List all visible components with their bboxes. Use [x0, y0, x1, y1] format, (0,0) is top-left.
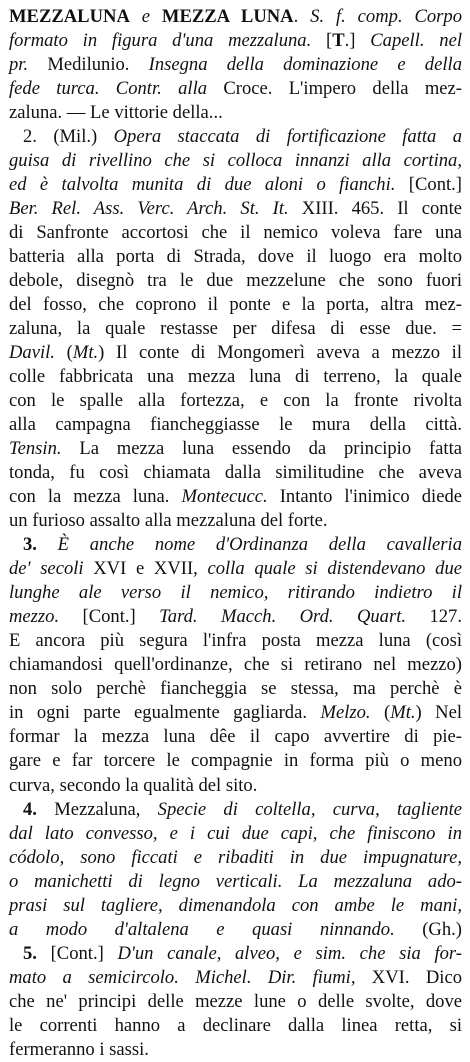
text-line [9, 341, 462, 365]
text-run: alla campagna fiancheggiasse le mura della città. [9, 414, 462, 436]
text-run: La mezza luna essendo da principio fatta [61, 438, 462, 460]
text-line [9, 29, 462, 53]
text-run: [Cont.] [50, 942, 118, 964]
text-line [9, 749, 462, 773]
text-run: tonda, fu così chiamata dalla similitudine che aveva [9, 462, 462, 484]
text-line [9, 509, 462, 533]
text-run: Opera staccata di fortificazione fatta a [113, 126, 462, 148]
text-run: formar la mezza luna dêe il capo avvertire di pie- [9, 726, 462, 748]
text-line [9, 701, 462, 725]
text-run: zaluna. — Le vittorie della... [9, 102, 223, 124]
text-run: fede turca. Contr. alla [9, 78, 208, 100]
text-run: [ [311, 30, 333, 52]
text-run: E ancora più segura l'infra posta mezza luna (così [9, 630, 462, 652]
text-run: MEZZALUNA [9, 6, 130, 27]
text-line [9, 269, 462, 293]
text-run: .] [344, 30, 371, 52]
text-run: Insegna della dominazione e della [148, 54, 462, 76]
text-run: gare e far torcere le compagnie in forma più o meno [9, 750, 462, 772]
text-line [9, 774, 462, 798]
text-line [9, 125, 462, 149]
text-run: [Cont.] [395, 174, 462, 196]
text-run: 5. [23, 942, 51, 964]
text-run: debole, disegnò tra le due mezzelune che sono fuori [9, 270, 462, 292]
text-run: S. f. comp. Corpo [310, 6, 463, 27]
text-run: . [293, 6, 311, 27]
text-run: ( [370, 702, 391, 724]
text-run: Tensin. [9, 438, 62, 460]
text-run: Medilunio. [28, 54, 149, 76]
text-run: mezzo. [9, 606, 60, 628]
text-run: ) Il conte di Mongomerì aveva a mezzo il [98, 342, 462, 364]
text-line [9, 846, 462, 870]
text-run: fermeranno i sassi. [9, 1038, 149, 1060]
text-run: Mt. [72, 342, 99, 364]
text-line [9, 942, 462, 966]
text-run: colle fabbricata una mezza luna di terreno, la quale [9, 366, 462, 388]
text-line [9, 221, 462, 245]
text-run: lunghe ale verso il nemico, ritirando indietro il [9, 582, 462, 604]
text-run: Specie di coltella, curva, tagliente [157, 798, 463, 820]
text-run: curva, secondo la qualità del sito. [9, 774, 258, 796]
text-run: MEZZA LUNA [161, 6, 294, 27]
text-line [9, 413, 462, 437]
text-run: a modo d'altalena e quasi ninnando. [9, 918, 395, 940]
text-line [9, 77, 462, 101]
text-run: dal lato convesso, e i cui due capi, che finiscono in [9, 822, 462, 844]
text-run: in ogni parte egualmente gagliarda. [9, 702, 321, 724]
text-run: Intanto l'inimico diede [267, 486, 462, 508]
text-line [9, 317, 462, 341]
text-line [9, 798, 462, 822]
text-line [9, 918, 462, 942]
text-run: ) Nel [415, 702, 463, 724]
text-run: batteria alla porta di Strada, dove il luogo era molto [9, 246, 462, 268]
text-run: del fosso, che coprono il ponte e la porta, altra mez- [9, 294, 462, 316]
text-line [9, 389, 462, 413]
text-line [9, 437, 462, 461]
text-line [9, 173, 462, 197]
text-line [9, 605, 462, 629]
text-run: Mezzaluna, [54, 798, 158, 820]
text-line [9, 894, 462, 918]
text-line [9, 725, 462, 749]
text-line [9, 485, 462, 509]
text-run: un furioso assalto alla mezzaluna del forte. [9, 510, 328, 532]
text-run: formato in figura d'una mezzaluna. [9, 30, 312, 52]
text-run: Croce. L'impero della mez- [207, 78, 463, 100]
text-run: colla quale si distendevano due [207, 558, 463, 580]
text-run: (Gh.) [394, 918, 463, 940]
text-run: XIII. 465. Il conte [288, 198, 462, 220]
text-line [9, 53, 462, 77]
text-run: zaluna, la quale restasse per difesa di esse due. = [9, 318, 462, 340]
text-line [9, 581, 462, 605]
text-line [9, 197, 462, 221]
text-line [9, 1038, 462, 1062]
text-line [9, 822, 462, 846]
text-run: È anche nome d'Ordinanza della cavalleria [57, 534, 463, 556]
text-run: non solo perchè fiancheggia se stessa, ma perchè è [9, 678, 462, 700]
text-run: Mt. [390, 702, 416, 724]
text-run: guisa di rivellino che si colloca innanzi alla cortina, [9, 150, 462, 172]
text-run: prasi sul tagliere, dimenandola con ambe le mani, [9, 894, 462, 916]
text-line [9, 5, 462, 29]
text-run: Davil. [9, 342, 55, 364]
text-run: pr. [9, 54, 29, 76]
text-run: con le spalle alla fortezza, e con la fronte rivolta [9, 390, 462, 412]
text-run: mato a semicircolo. Michel. Dir. fiumi, [9, 966, 356, 988]
text-run: de' secoli [9, 558, 84, 580]
text-run: che ne' principi delle mezze lune o delle svolte, dove [9, 990, 462, 1012]
text-line [9, 990, 462, 1014]
text-run: chiamandosi quell'ordinanze, che si retirano nel mezzo) [9, 654, 462, 676]
text-run: 4. [23, 798, 55, 820]
text-line [9, 629, 462, 653]
text-line [9, 101, 462, 125]
text-run: T [332, 30, 345, 52]
text-line [9, 149, 462, 173]
text-run: Melzo. [320, 702, 371, 724]
text-line [9, 365, 462, 389]
text-run: le correnti hanno a declinare dalla linea retta, si [9, 1014, 462, 1036]
text-line [9, 461, 462, 485]
text-line [9, 557, 462, 581]
text-run: Ber. Rel. Ass. Verc. Arch. St. It. [9, 198, 289, 220]
text-line [9, 966, 462, 990]
text-run: di Sanfronte accortosi che il nemico voleva fare una [9, 222, 462, 244]
text-run: Montecucc. [181, 486, 268, 508]
text-run: [Cont.] [59, 606, 160, 628]
text-run: 3. [23, 534, 58, 556]
text-run: con la mezza luna. [9, 486, 182, 508]
text-run: ( [54, 342, 73, 364]
text-run: XVI. Dico [355, 966, 462, 988]
text-run: XVI e XVII, [83, 558, 208, 580]
text-line [9, 533, 462, 557]
text-line [9, 1014, 462, 1038]
text-run: D'un canale, alveo, e sim. che sia for- [117, 942, 462, 964]
text-run: o manichetti di legno verticali. La mezzaluna ado- [9, 870, 462, 892]
text-run: Capell. nel [370, 30, 462, 52]
text-run: Tard. Macch. Ord. Quart. [159, 606, 407, 628]
text-line [9, 870, 462, 894]
text-line [9, 245, 462, 269]
text-run: ed è talvolta munita di due aloni o fianchi. [9, 174, 396, 196]
text-run: 127. [406, 606, 462, 628]
text-line [9, 653, 462, 677]
text-line [9, 293, 462, 317]
text-run: 2. (Mil.) [23, 126, 114, 148]
text-run: códolo, sono ficcati e ribaditi in due impugnature, [9, 846, 462, 868]
text-line [9, 677, 462, 701]
text-run: e [129, 6, 162, 27]
